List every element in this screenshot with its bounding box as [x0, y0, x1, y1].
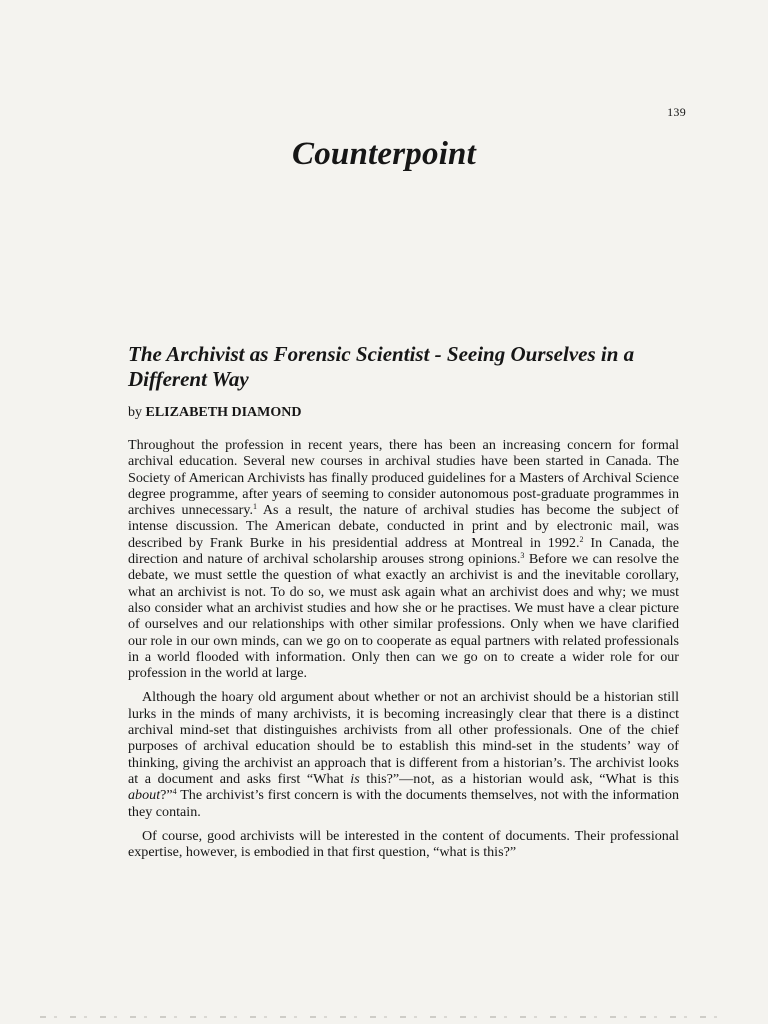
article-body	[128, 437, 679, 868]
emphasis-about: about	[128, 787, 161, 804]
article-title: The Archivist as Forensic Scientist - Seeing Ourselves in a Different Way	[128, 342, 635, 391]
paragraph-3-part-a: Of course, good archivists will be interested in the content of documents. Their professional expertise, however, is embodied in that first question, “what is this?”	[128, 827, 679, 861]
paragraph-2-part-d: The archivist’s first concern is with the documents themselves, not with the information they contain.	[128, 787, 679, 820]
section-title: Counterpoint	[292, 136, 476, 172]
byline-prefix: by	[128, 405, 142, 420]
paragraph-2	[128, 689, 679, 819]
emphasis-is: is	[350, 770, 360, 787]
paragraph-1-part-d: Before we can resolve the debate, we must settle the question of what exactly an archivist is and the inevitable corollary, what an archivist is not. To do so, we must ask again what an archivist does and why; we must also consider what an archivist studies and how she or he practises. We must have a clear picture of ourselves and our relationships with other similar professions. Only when we have clarified our role in our own minds, can we go on to cooperate as equal partners with related professionals in a world flooded with information. Only then can we go on to create a wider role for our profession in the world at large.	[128, 551, 679, 682]
footnote-ref-2: 2	[579, 534, 584, 544]
byline	[128, 405, 301, 421]
author-name: ELIZABETH DIAMOND	[145, 405, 302, 420]
paragraph-2-part-b: this?”—not, as a historian would ask, “What is this	[359, 770, 679, 787]
footnote-ref-1: 1	[253, 502, 258, 512]
footnote-ref-3: 3	[520, 551, 525, 561]
paragraph-1-part-a: Throughout the profession in recent years, there has been an increasing concern for formal archival education. Several new courses in archival studies have been started in Canada. The Society of American Archivists has finally produced guidelines for a Masters of Archival Science degree programme, after years of seeming to consider autonomous post-graduate programmes in archives unnecessary.	[128, 437, 679, 519]
paragraph-2-part-c: ?”	[160, 787, 173, 804]
paragraph-3	[128, 828, 679, 861]
footnote-ref-4: 4	[172, 787, 177, 797]
paragraph-1	[128, 437, 679, 681]
scan-artifact-rule	[40, 1016, 730, 1018]
paragraph-1-part-b: As a result, the nature of archival studies has become the subject of intense discussion. The American debate, conducted in print and by electronic mail, was described by Frank Burke in his presidential address at Montreal in 1992.	[128, 502, 679, 551]
paragraph-2-part-a: Although the hoary old argument about whether or not an archivist should be a historian still lurks in the minds of many archivists, it is becoming increasingly clear that there is a distinct archival mind-set that distinguishes archivists from all other professionals. One of the chief purposes of archival education should be to establish this mind-set in the students’ way of thinking, giving the archivist an approach that is different from a historian’s. The archivist looks at a document and asks first “What	[128, 689, 679, 787]
paragraph-1-part-c: In Canada, the direction and nature of archival scholarship arouses strong opinions.	[128, 534, 679, 568]
page-number: 139	[667, 105, 686, 119]
